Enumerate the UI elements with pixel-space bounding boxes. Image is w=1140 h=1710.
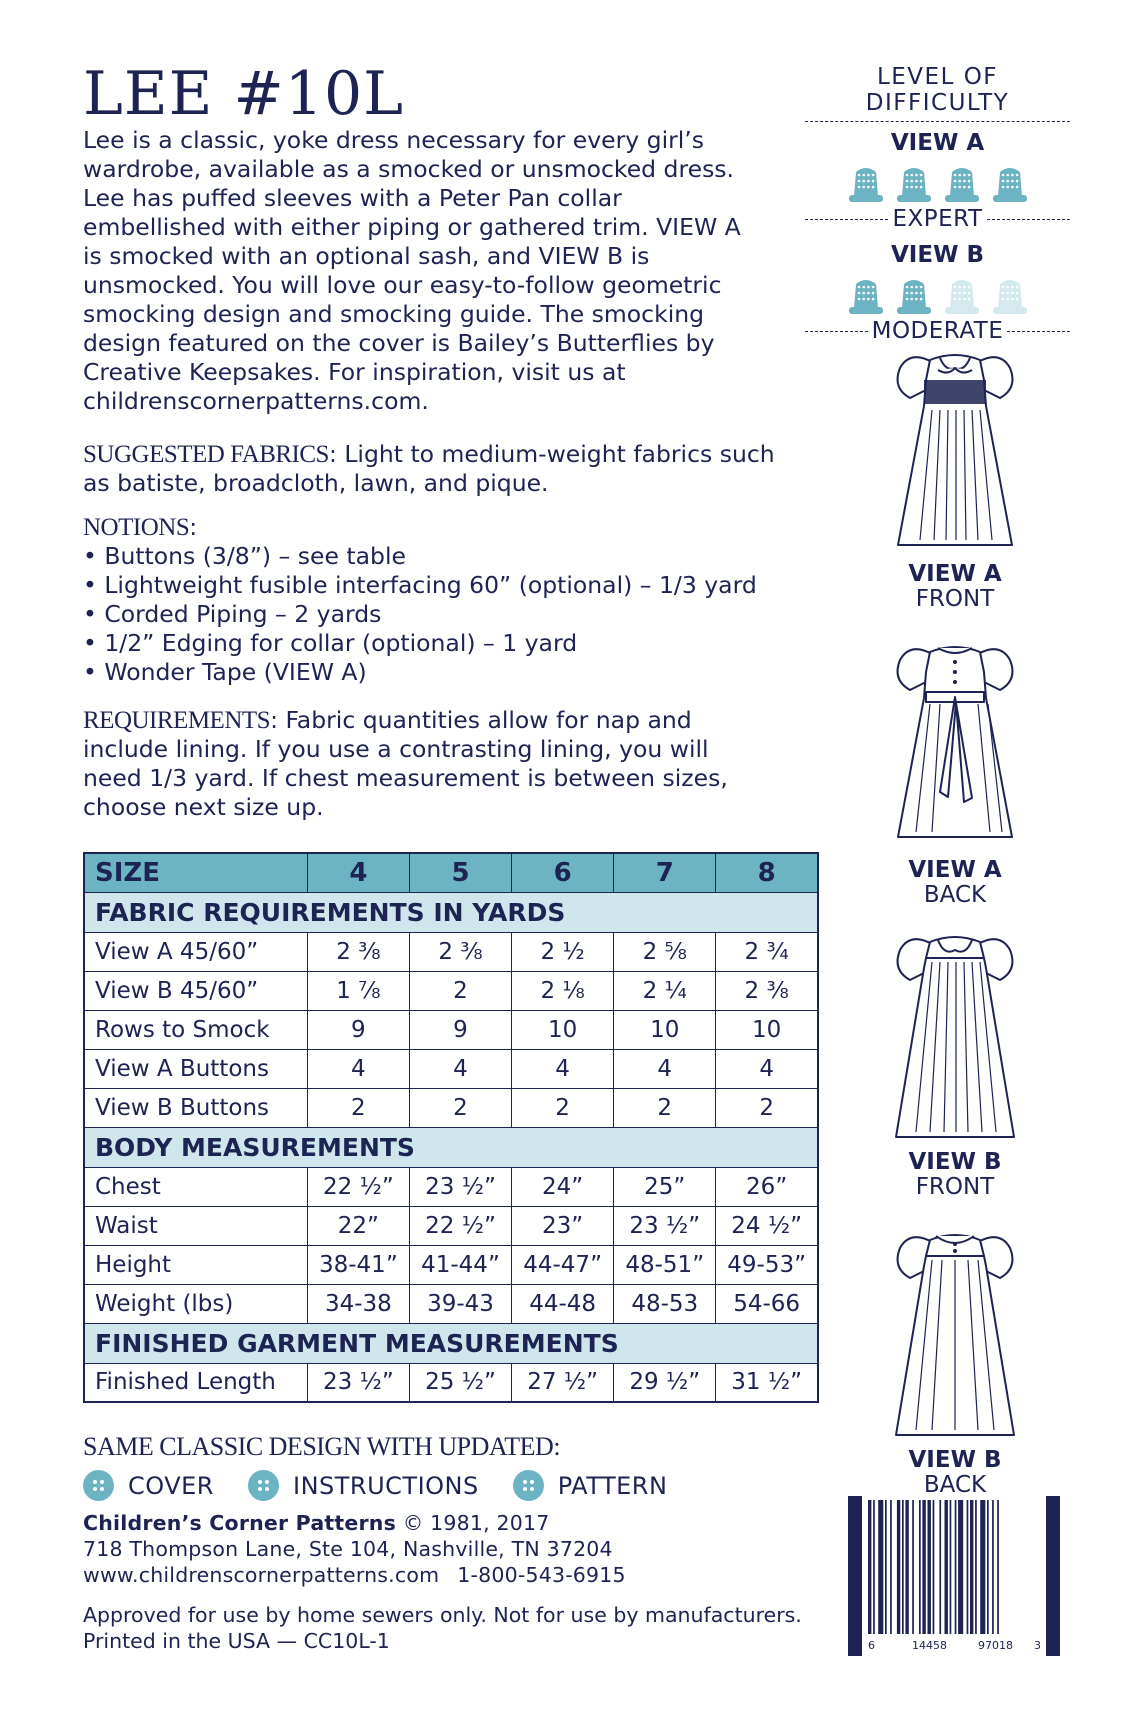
table-cell: 4 xyxy=(716,1049,818,1088)
list-item: • Wonder Tape (VIEW A) xyxy=(83,658,367,686)
table-section-row xyxy=(84,1127,818,1167)
size-header: SIZE xyxy=(84,853,307,892)
description-column xyxy=(83,59,783,822)
barcode-digit: 97018 xyxy=(978,1639,1013,1652)
table-cell: 9 xyxy=(409,1010,511,1049)
company-phone: 1-800-543-6915 xyxy=(457,1563,626,1587)
barcode-digit: 3 xyxy=(1034,1639,1041,1652)
table-cell: 10 xyxy=(614,1010,716,1049)
table-row-label: Height xyxy=(84,1245,307,1284)
table-cell: 22 ¹⁄₂” xyxy=(409,1206,511,1245)
list-item: • 1/2” Edging for collar (optional) – 1 yard xyxy=(83,629,578,657)
barcode-bar xyxy=(945,1500,948,1634)
table-cell: 2 ⁵⁄₈ xyxy=(614,932,716,971)
size-column-header: 6 xyxy=(512,853,614,892)
barcode-bars xyxy=(868,1500,999,1646)
difficulty-level xyxy=(805,206,1070,232)
button-icon xyxy=(513,1470,544,1501)
barcode xyxy=(848,1496,1060,1656)
barcode-bar xyxy=(933,1500,935,1646)
thimble-rating xyxy=(805,162,1070,204)
table-cell: 26” xyxy=(716,1167,818,1206)
size-column-header: 4 xyxy=(307,853,409,892)
size-column-header: 7 xyxy=(614,853,716,892)
table-cell: 23 ¹⁄₂” xyxy=(614,1206,716,1245)
table-cell: 38-41” xyxy=(307,1245,409,1284)
table-section-row xyxy=(84,1323,818,1363)
barcode-bar xyxy=(939,1500,941,1634)
table-section-title: FABRIC REQUIREMENTS IN YARDS xyxy=(84,892,818,932)
barcode-bar xyxy=(897,1500,900,1634)
table-row-label: Finished Length xyxy=(84,1363,307,1402)
table-cell: 1 ⁷⁄₈ xyxy=(307,971,409,1010)
table-cell: 4 xyxy=(512,1049,614,1088)
table-row xyxy=(84,1167,818,1206)
suggested-fabrics-text: : Light to medium-weight fabrics such as batiste, broadcloth, lawn, and pique. xyxy=(83,440,775,497)
company-address: 718 Thompson Lane, Ste 104, Nashville, TN 37204 xyxy=(83,1537,613,1561)
table-section-row xyxy=(84,892,818,932)
updated-heading: SAME CLASSIC DESIGN WITH UPDATED: xyxy=(83,1432,561,1461)
table-cell: 41-44” xyxy=(409,1245,511,1284)
dress-view-b-front-illustration xyxy=(880,922,1030,1142)
view-a-front-caption: VIEW A FRONT xyxy=(908,561,1002,612)
difficulty-view-a-label: VIEW A xyxy=(890,130,985,156)
difficulty-panel xyxy=(805,64,1070,344)
intro-paragraph: Lee is a classic, yoke dress necessary for every girl’s wardrobe, available as a smocked or unsmocked dress. Lee has puffed sleeves with a Peter Pan collar embellished with either piping or gathered trim. VIEW A is smocked with an optional sash, and VIEW B is unsmocked. You will love our easy-to-follow geometric smocking design and smocking guide. The smocking design featured on the cover is Bailey’s Butterflies by Creative Keepsakes. For inspiration, visit us at childrenscornerpatterns.com. xyxy=(83,126,741,415)
table-cell: 44-48 xyxy=(512,1284,614,1323)
thimble-icon xyxy=(894,162,934,204)
updated-item-pattern xyxy=(513,1470,668,1501)
table-cell: 2 ³⁄₈ xyxy=(716,971,818,1010)
requirements-heading: REQUIREMENTS xyxy=(83,707,271,734)
table-cell: 25 ¹⁄₂” xyxy=(409,1363,511,1402)
table-section-title: FINISHED GARMENT MEASUREMENTS xyxy=(84,1323,818,1363)
notions-list xyxy=(83,542,783,687)
table-cell: 2 ³⁄₈ xyxy=(409,932,511,971)
barcode-digit: 14458 xyxy=(912,1639,947,1652)
barcode-bar xyxy=(955,1500,957,1634)
table-row-label: View B Buttons xyxy=(84,1088,307,1127)
copyright: © 1981, 2017 xyxy=(396,1511,550,1535)
barcode-bar xyxy=(873,1500,875,1646)
list-item: • Buttons (3/8”) – see table xyxy=(83,542,406,570)
table-cell: 27 ¹⁄₂” xyxy=(512,1363,614,1402)
suggested-fabrics xyxy=(83,440,783,498)
barcode-bar xyxy=(878,1500,883,1634)
table-cell: 2 ¹⁄₄ xyxy=(614,971,716,1010)
barcode-bar xyxy=(987,1500,989,1634)
view-b-back-caption: VIEW B BACK xyxy=(908,1447,1002,1498)
requirements xyxy=(83,706,773,822)
size-column-header: 5 xyxy=(409,853,511,892)
table-row xyxy=(84,971,818,1010)
barcode-bar xyxy=(905,1500,908,1634)
view-b-front-caption: VIEW B FRONT xyxy=(908,1149,1002,1200)
table-cell: 54-66 xyxy=(716,1284,818,1323)
table-cell: 39-43 xyxy=(409,1284,511,1323)
thimble-icon xyxy=(942,162,982,204)
table-cell: 24” xyxy=(512,1167,614,1206)
barcode-bar xyxy=(868,1500,871,1646)
thimble-icon xyxy=(990,162,1030,204)
dress-view-a-back-illustration xyxy=(880,632,1030,842)
table-cell: 49-53” xyxy=(716,1245,818,1284)
button-icon xyxy=(248,1470,279,1501)
barcode-bar xyxy=(922,1500,925,1634)
divider xyxy=(805,121,1070,122)
barcode-bar xyxy=(958,1500,963,1634)
table-cell: 48-53 xyxy=(614,1284,716,1323)
table-cell: 31 ¹⁄₂” xyxy=(716,1363,818,1402)
updated-design xyxy=(83,1432,783,1501)
barcode-bar xyxy=(902,1500,904,1634)
barcode-bar xyxy=(967,1500,969,1634)
disclaimer-line: Approved for use by home sewers only. Not for use by manufacturers. xyxy=(83,1603,802,1627)
table-row xyxy=(84,1206,818,1245)
barcode-bar xyxy=(997,1500,999,1646)
barcode-bar xyxy=(919,1500,921,1634)
company-website[interactable]: www.childrenscornerpatterns.com xyxy=(83,1563,440,1587)
table-cell: 2 ¹⁄₂ xyxy=(512,932,614,971)
thimble-icon xyxy=(846,274,886,316)
table-row xyxy=(84,1284,818,1323)
table-cell: 25” xyxy=(614,1167,716,1206)
button-icon xyxy=(83,1470,114,1501)
table-section-title: BODY MEASUREMENTS xyxy=(84,1127,818,1167)
table-row-label: View A Buttons xyxy=(84,1049,307,1088)
difficulty-view-b-label: VIEW B xyxy=(891,242,984,268)
table-cell: 2 ³⁄₄ xyxy=(716,932,818,971)
dress-view-a-front-illustration xyxy=(880,340,1030,550)
notions-heading: NOTIONS xyxy=(83,514,190,541)
table-cell: 4 xyxy=(614,1049,716,1088)
thimble-rating xyxy=(805,274,1070,316)
table-row xyxy=(84,1010,818,1049)
table-row-label: Chest xyxy=(84,1167,307,1206)
table-cell: 2 ³⁄₈ xyxy=(307,932,409,971)
table-cell: 23” xyxy=(512,1206,614,1245)
table-cell: 2 ¹⁄₈ xyxy=(512,971,614,1010)
company-name: Children’s Corner Patterns xyxy=(83,1511,397,1535)
updated-item-label: PATTERN xyxy=(557,1471,668,1500)
barcode-digit: 6 xyxy=(868,1639,875,1652)
table-row xyxy=(84,1245,818,1284)
difficulty-level-label: EXPERT xyxy=(892,206,983,232)
barcode-bar xyxy=(970,1500,973,1634)
notions: NOTIONS: • Buttons (3/8”) – see table • Lightweight fusible interfacing 60” (optional) – 1/3 yard • Corded Piping – 2 yards • 1/2” Edging for collar (optional) – 1 yard • Wonder Tape (VIEW A) xyxy=(83,513,783,687)
barcode-bar xyxy=(885,1500,887,1634)
table-row-label: Rows to Smock xyxy=(84,1010,307,1049)
table-cell: 22 ¹⁄₂” xyxy=(307,1167,409,1206)
barcode-spool-left xyxy=(848,1496,862,1656)
table-cell: 10 xyxy=(716,1010,818,1049)
barcode-bar xyxy=(928,1500,931,1634)
table-cell: 2 xyxy=(614,1088,716,1127)
table-cell: 9 xyxy=(307,1010,409,1049)
thimble-icon xyxy=(942,274,982,316)
size-table xyxy=(83,852,819,1403)
table-row-label: Waist xyxy=(84,1206,307,1245)
pattern-title: LEE #10L xyxy=(83,59,404,129)
table-row xyxy=(84,1049,818,1088)
table-row xyxy=(84,932,818,971)
table-cell: 29 ¹⁄₂” xyxy=(614,1363,716,1402)
barcode-bar xyxy=(890,1500,892,1634)
table-row xyxy=(84,1088,818,1127)
table-cell: 4 xyxy=(409,1049,511,1088)
view-a-back-caption: VIEW A BACK xyxy=(908,857,1002,908)
suggested-fabrics-heading: SUGGESTED FABRICS xyxy=(83,441,329,468)
table-row-label: View B 45/60” xyxy=(84,971,307,1010)
table-cell: 24 ¹⁄₂” xyxy=(716,1206,818,1245)
requirements-text: : Fabric quantities allow for nap and include lining. If you use a contrasting lining, you will need 1/3 yard. If chest measurement is between sizes, choose next size up. xyxy=(83,706,728,821)
table-cell: 2 xyxy=(716,1088,818,1127)
table-cell: 4 xyxy=(307,1049,409,1088)
table-cell: 44-47” xyxy=(512,1245,614,1284)
difficulty-title: LEVEL OF DIFFICULTY xyxy=(865,64,1010,116)
table-header-row xyxy=(84,853,818,892)
list-item: • Lightweight fusible interfacing 60” (optional) – 1/3 yard xyxy=(83,571,757,599)
table-cell: 2 xyxy=(409,971,511,1010)
disclaimer xyxy=(83,1602,802,1654)
barcode-bar xyxy=(992,1500,994,1634)
updated-item-cover xyxy=(83,1470,214,1501)
barcode-bar xyxy=(975,1500,977,1634)
updated-item-instructions xyxy=(248,1470,479,1501)
print-code: Printed in the USA — CC10L-1 xyxy=(83,1629,390,1653)
barcode-bar xyxy=(980,1500,985,1634)
thimble-icon xyxy=(846,162,886,204)
table-cell: 34-38 xyxy=(307,1284,409,1323)
barcode-bar xyxy=(950,1500,952,1634)
table-cell: 48-51” xyxy=(614,1245,716,1284)
table-cell: 2 xyxy=(307,1088,409,1127)
table-cell: 23 ¹⁄₂” xyxy=(307,1363,409,1402)
thimble-icon xyxy=(894,274,934,316)
company-info xyxy=(83,1510,626,1588)
updated-item-label: INSTRUCTIONS xyxy=(292,1471,479,1500)
table-cell: 22” xyxy=(307,1206,409,1245)
size-column-header: 8 xyxy=(716,853,818,892)
table-row xyxy=(84,1363,818,1402)
thimble-icon xyxy=(990,274,1030,316)
updated-items xyxy=(83,1470,783,1501)
difficulty-level-label: MODERATE xyxy=(871,318,1004,344)
updated-item-label: COVER xyxy=(128,1471,214,1500)
barcode-bar xyxy=(912,1500,914,1634)
table-row-label: View A 45/60” xyxy=(84,932,307,971)
list-item: • Corded Piping – 2 yards xyxy=(83,600,382,628)
table-cell: 2 xyxy=(409,1088,511,1127)
table-row-label: Weight (lbs) xyxy=(84,1284,307,1323)
table-cell: 2 xyxy=(512,1088,614,1127)
table-cell: 23 ¹⁄₂” xyxy=(409,1167,511,1206)
table-cell: 10 xyxy=(512,1010,614,1049)
dress-view-b-back-illustration xyxy=(880,1220,1030,1440)
barcode-spool-right xyxy=(1046,1496,1060,1656)
